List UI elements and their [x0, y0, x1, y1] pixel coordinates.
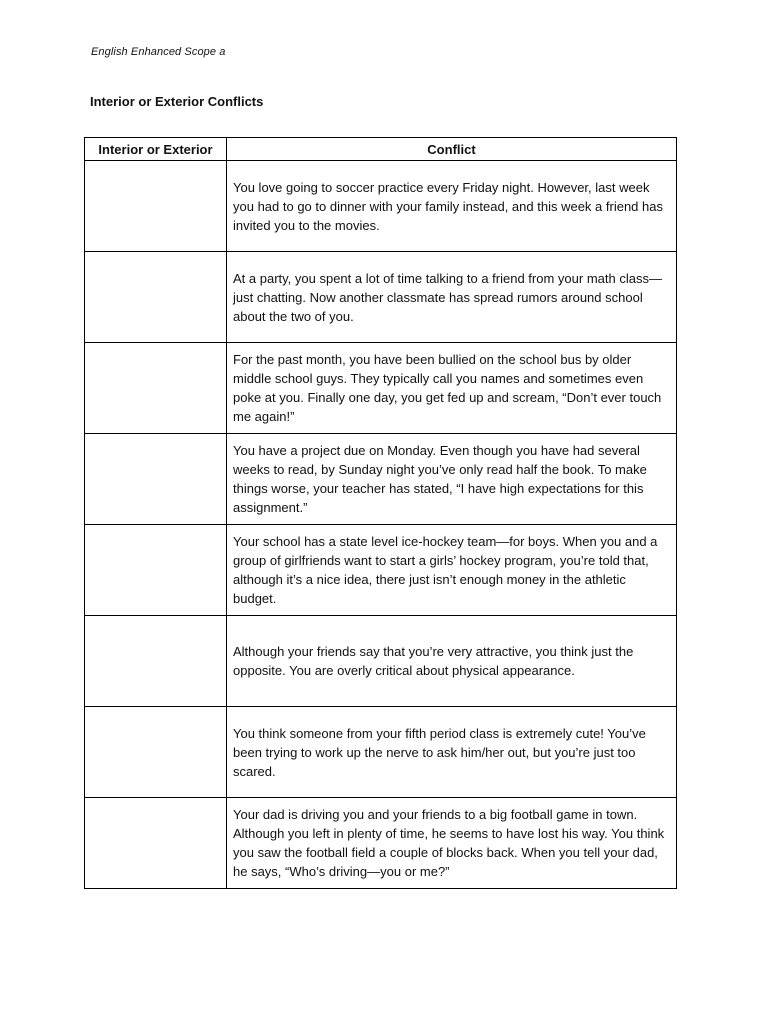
table-row [85, 616, 677, 707]
conflict-cell: At a party, you spent a lot of time talking to a friend from your math class—just chatting. Now another classmate has spread rumors around school about the two of you. [227, 252, 677, 343]
table-header-row [85, 138, 677, 161]
answer-cell[interactable] [85, 707, 227, 798]
table-row [85, 252, 677, 343]
answer-cell[interactable] [85, 343, 227, 434]
header-note: English Enhanced Scope a [91, 46, 226, 58]
conflict-cell: Your school has a state level ice-hockey team—for boys. When you and a group of girlfriends want to start a girls’ hockey program, you’re told that, although it’s a nice idea, there just isn’t enough money in the athletic budget. [227, 525, 677, 616]
answer-cell[interactable] [85, 525, 227, 616]
answer-cell[interactable] [85, 161, 227, 252]
conflict-cell: For the past month, you have been bullied on the school bus by older middle school guys. They typically call you names and sometimes even poke at you. Finally one day, you get fed up and scream, “Don’t ever touch me again!” [227, 343, 677, 434]
answer-cell[interactable] [85, 616, 227, 707]
answer-cell[interactable] [85, 434, 227, 525]
table-row [85, 525, 677, 616]
conflicts-table [84, 137, 677, 889]
table-row [85, 798, 677, 889]
conflict-cell: You love going to soccer practice every Friday night. However, last week you had to go to dinner with your family instead, and this week a friend has invited you to the movies. [227, 161, 677, 252]
answer-cell[interactable] [85, 252, 227, 343]
table-row [85, 161, 677, 252]
table-row [85, 707, 677, 798]
column-header-type: Interior or Exterior [85, 138, 227, 161]
page-title: Interior or Exterior Conflicts [90, 94, 264, 109]
conflict-cell: Your dad is driving you and your friends to a big football game in town. Although you left in plenty of time, he seems to have lost his way. You think you saw the football field a couple of blocks back. When you tell your dad, he says, “Who’s driving—you or me?” [227, 798, 677, 889]
table-row [85, 343, 677, 434]
column-header-conflict: Conflict [227, 138, 677, 161]
conflict-cell: You think someone from your fifth period class is extremely cute! You’ve been trying to work up the nerve to ask him/her out, but you’re just too scared. [227, 707, 677, 798]
conflict-cell: Although your friends say that you’re very attractive, you think just the opposite. You are overly critical about physical appearance. [227, 616, 677, 707]
table-row [85, 434, 677, 525]
conflict-cell: You have a project due on Monday. Even though you have had several weeks to read, by Sunday night you’ve only read half the book. To make things worse, your teacher has stated, “I have high expectations for this assignment.” [227, 434, 677, 525]
answer-cell[interactable] [85, 798, 227, 889]
